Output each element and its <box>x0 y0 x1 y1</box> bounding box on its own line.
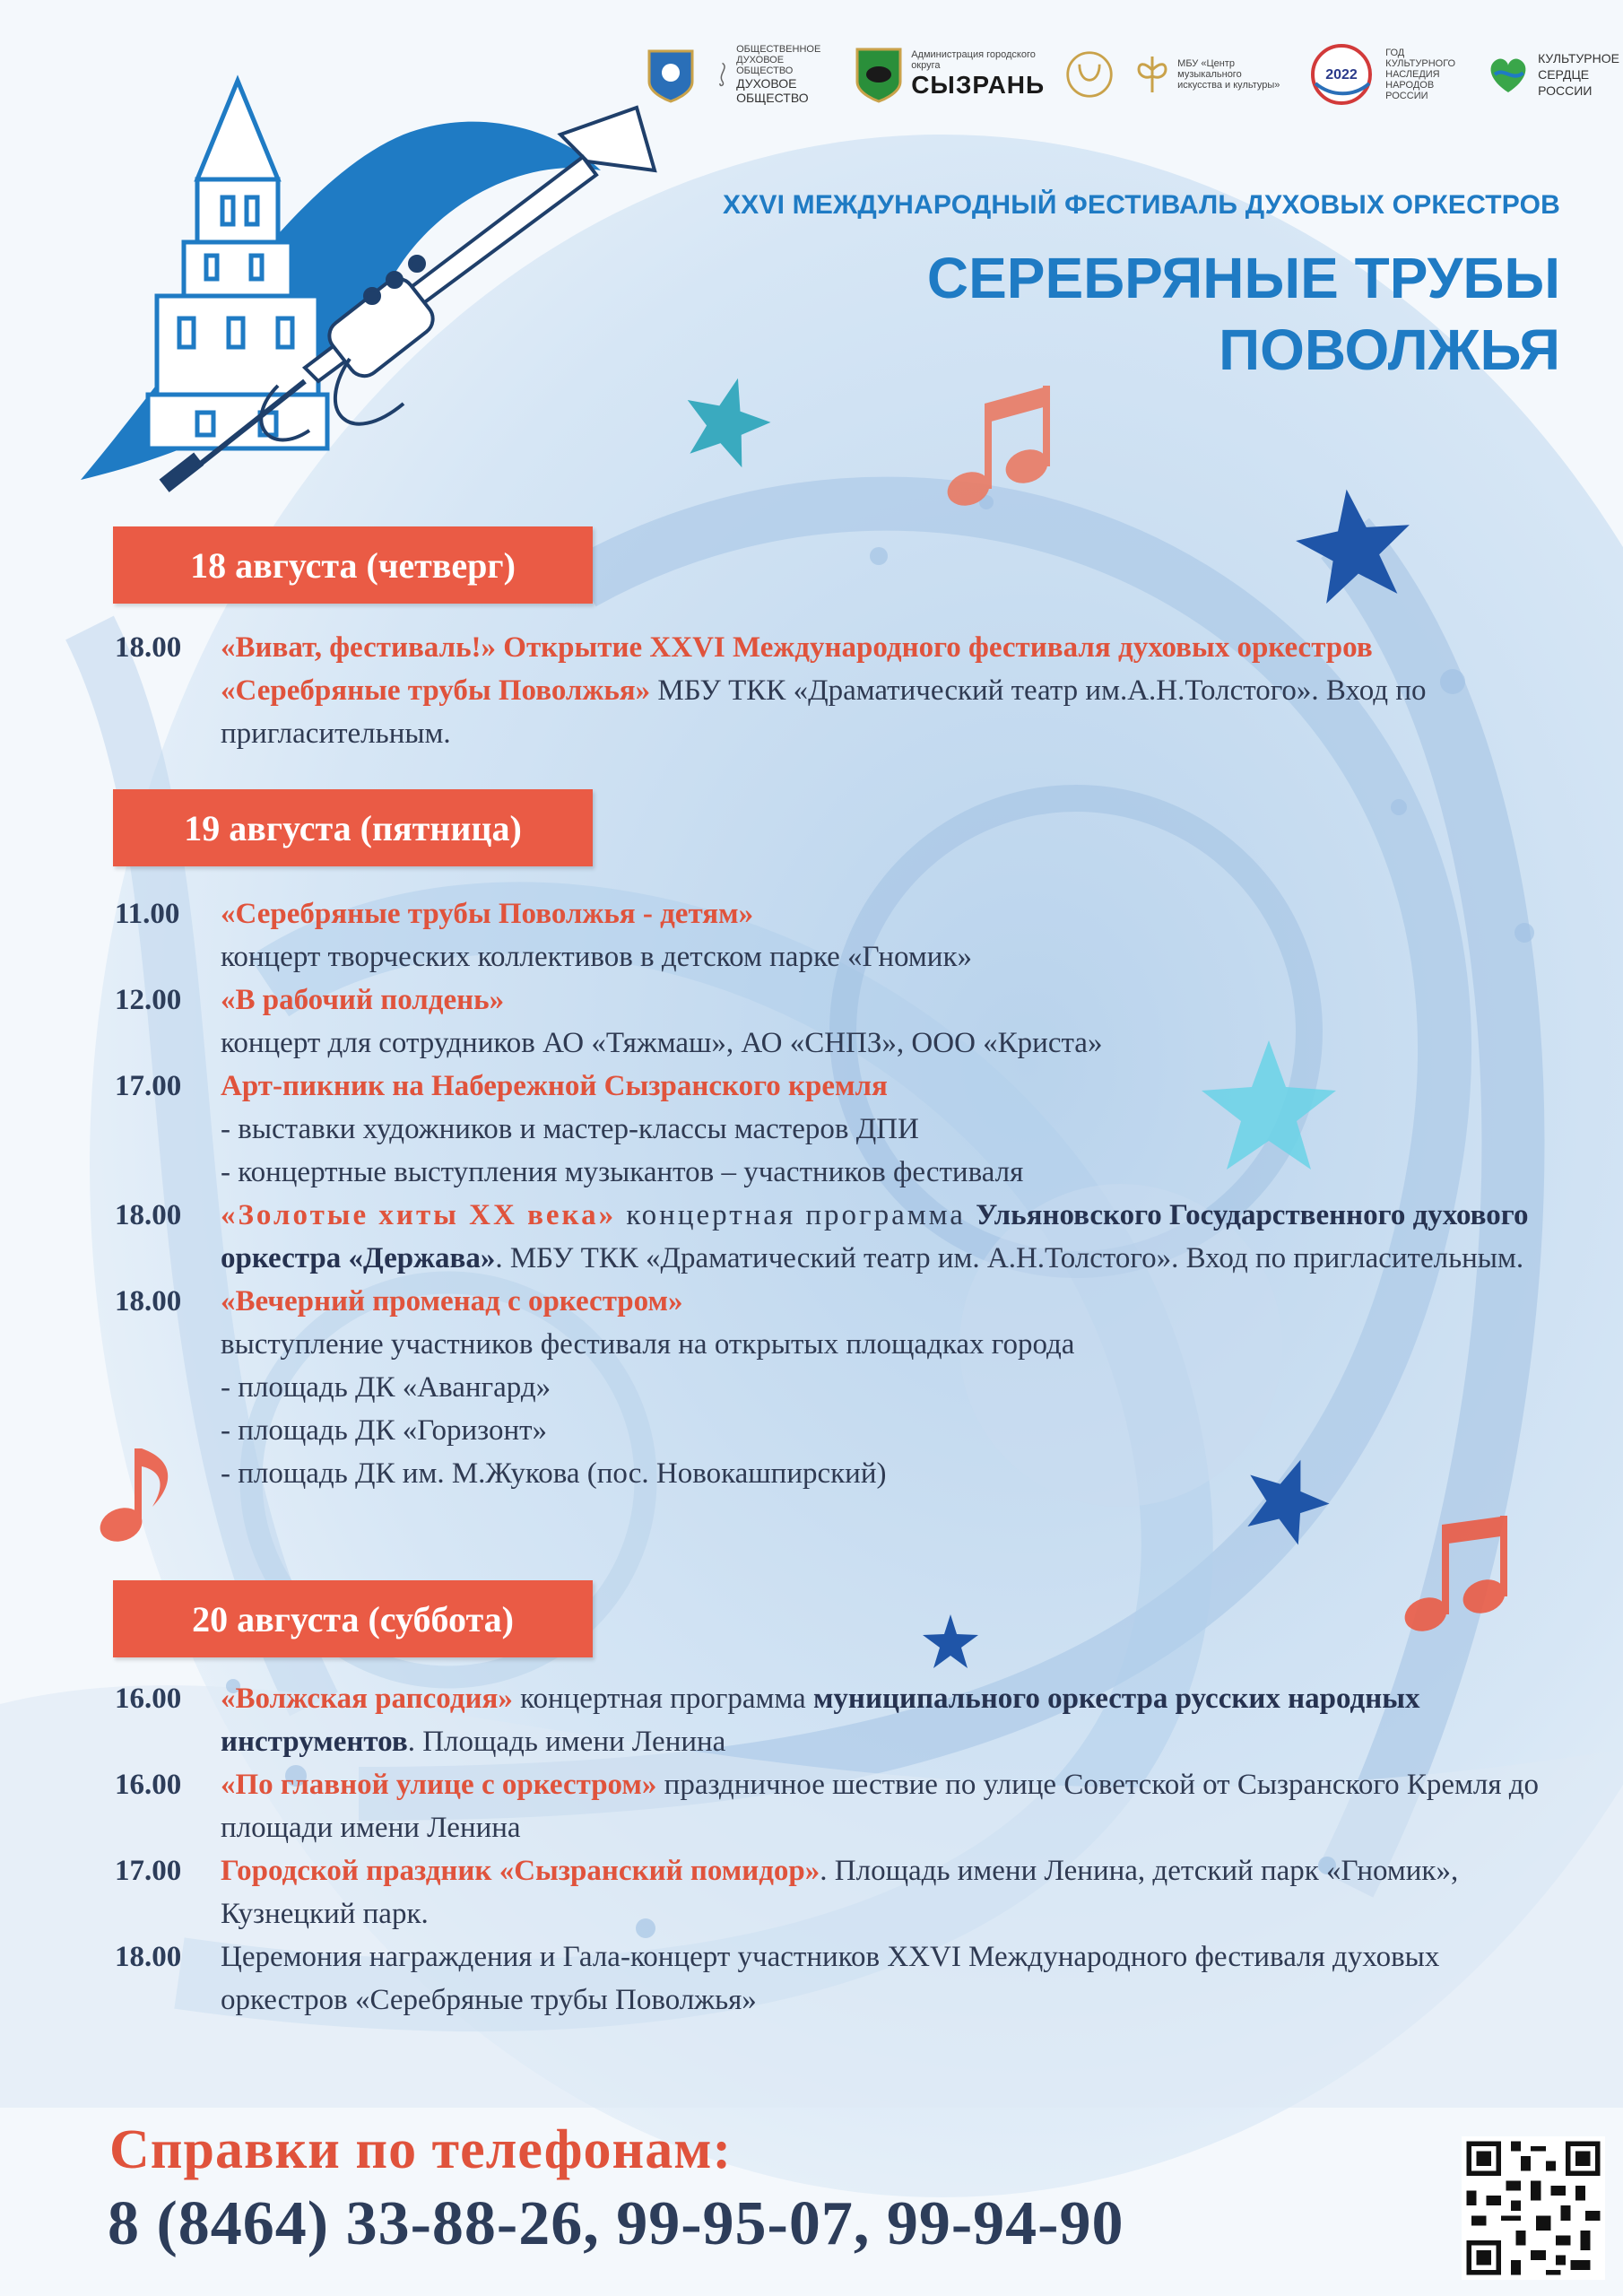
event-description: концерт для сотрудников АО «Тяжмаш», АО «СНПЗ», ООО «Криста» <box>221 1027 1103 1059</box>
festival-emblem <box>63 72 681 493</box>
event-title: «Виват, фестиваль!» Открытие XXVI Международного фестиваля духовых оркестров «Серебряные трубы Поволжья» <box>221 631 1373 707</box>
logo-year-2022-text: ГОД КУЛЬТУРНОГО НАСЛЕДИЯ НАРОДОВ РОССИИ <box>1385 48 1456 101</box>
festival-title-line2: ПОВОЛЖЬЯ <box>1219 317 1560 382</box>
butterfly-icon <box>1134 48 1170 101</box>
logo-centre-name: МБУ «Центр музыкального искусства и культуры» <box>1177 58 1280 91</box>
qr-code-icon[interactable] <box>1462 2136 1605 2280</box>
event-row <box>115 1935 1541 2022</box>
event-subitem: - площадь ДК «Горизонт» <box>221 1414 548 1447</box>
event-venue: . Площадь имени Ленина <box>407 1726 726 1758</box>
day-banner-19: 19 августа (пятница) <box>113 789 593 866</box>
event-row <box>115 1763 1541 1849</box>
year-2022-number: 2022 <box>1325 67 1358 83</box>
event-body <box>221 626 1541 755</box>
event-title: «Золотые хиты XX века» <box>221 1199 617 1231</box>
day-banner-20: 20 августа (суббота) <box>113 1580 593 1657</box>
logo-heart-line1: КУЛЬТУРНОЕ <box>1538 51 1619 65</box>
event-time: 18.00 <box>115 1941 182 1973</box>
schedule-day-20 <box>115 1677 1541 2022</box>
event-body <box>221 1677 1541 1763</box>
event-row <box>115 978 1541 1065</box>
syzran-arms-icon <box>854 46 904 103</box>
event-time: 17.00 <box>115 1855 182 1887</box>
event-title: Арт-пикник на Набережной Сызранского кремля <box>221 1070 888 1102</box>
event-body <box>221 1065 1541 1194</box>
event-body <box>221 1763 1541 1849</box>
event-description: концерт творческих коллективов в детском парке «Гномик» <box>221 941 972 973</box>
event-body <box>221 1280 1541 1495</box>
event-description: Церемония награждения и Гала-концерт участников XXVI Международного фестиваля духовых оркестров «Серебряные трубы Поволжья» <box>221 1941 1440 2016</box>
event-organizer: Ульяновского Государственного духового оркестра «Держава» <box>221 1199 1529 1274</box>
event-title: «В рабочий полдень» <box>221 984 505 1016</box>
event-row <box>115 1065 1541 1194</box>
logo-duhovoe-obshchestvo <box>716 44 834 105</box>
event-description: праздничное шествие по улице Советской от Сызранского Кремля до площади имени Ленина <box>221 1769 1540 1844</box>
event-time: 11.00 <box>115 898 180 930</box>
festival-subtitle: XXVI МЕЖДУНАРОДНЫЙ ФЕСТИВАЛЬ ДУХОВЫХ ОРКЕСТРОВ <box>722 190 1560 220</box>
contact-label: Справки по телефонам: <box>109 2119 733 2180</box>
day-banner-18: 18 августа (четверг) <box>113 526 593 604</box>
lyre-logo-icon <box>1064 46 1115 103</box>
event-title: «Волжская рапсодия» <box>221 1683 513 1715</box>
schedule-day-19 <box>115 892 1541 1495</box>
logo-duhovoe-small: ОБЩЕСТВЕННОЕ ДУХОВОЕ ОБЩЕСТВО <box>736 44 821 76</box>
event-time: 17.00 <box>115 1070 182 1102</box>
event-time: 18.00 <box>115 1199 182 1231</box>
event-body <box>221 1849 1541 1935</box>
event-row <box>115 1194 1541 1280</box>
event-description: концертная программа <box>512 1683 813 1715</box>
event-row <box>115 626 1541 755</box>
coat-of-arms-icon <box>646 46 696 103</box>
event-subitem: - площадь ДК «Авангард» <box>221 1371 551 1404</box>
logo-centre <box>1134 48 1285 101</box>
logo-cultural-heart <box>1486 48 1623 101</box>
event-body <box>221 1935 1541 2022</box>
logo-syzran <box>854 46 1045 103</box>
event-row <box>115 1677 1541 1763</box>
logo-heart-line2: СЕРДЦЕ РОССИИ <box>1538 67 1593 98</box>
schedule-day-18 <box>115 626 1541 755</box>
event-subitem: - площадь ДК им. М.Жукова (пос. Новокашпирский) <box>221 1457 887 1490</box>
event-time: 16.00 <box>115 1683 182 1715</box>
event-row <box>115 1280 1541 1495</box>
festival-title <box>735 242 1560 386</box>
event-body <box>221 978 1541 1065</box>
event-row <box>115 892 1541 978</box>
heart-logo-icon <box>1486 48 1531 101</box>
contact-phones: 8 (8464) 33-88-26, 99-95-07, 99-94-90 <box>108 2189 1124 2258</box>
event-row <box>115 1849 1541 1935</box>
event-subitem: - выставки художников и мастер-классы мастеров ДПИ <box>221 1113 919 1145</box>
event-time: 18.00 <box>115 631 182 664</box>
event-body <box>221 892 1541 978</box>
event-subitem: - концертные выступления музыкантов – участников фестиваля <box>221 1156 1024 1188</box>
event-description: МБУ ТКК «Драматический театр им.А.Н.Толстого». Вход по пригласительным. <box>221 674 1427 750</box>
event-description: выступление участников фестиваля на открытых площадках города <box>221 1328 1075 1361</box>
event-organizer: муниципального оркестра русских народных инструментов <box>221 1683 1420 1758</box>
partner-logos <box>646 34 1619 115</box>
event-body <box>221 1194 1541 1280</box>
logo-duhovoe-name: ДУХОВОЕ ОБЩЕСТВО <box>736 76 809 105</box>
event-title: «Вечерний променад с оркестром» <box>221 1285 683 1318</box>
year-2022-badge <box>1305 43 1378 106</box>
event-title: «По главной улице с оркестром» <box>221 1769 657 1801</box>
event-venue: . МБУ ТКК «Драматический театр им. А.Н.Толстого». Вход по пригласительным. <box>495 1242 1524 1274</box>
event-title: «Серебряные трубы Поволжья - детям» <box>221 898 754 930</box>
event-description: концертная программа <box>616 1199 976 1231</box>
logo-syzran-name: СЫЗРАНЬ <box>911 71 1046 99</box>
event-time: 12.00 <box>115 984 182 1016</box>
logo-syzran-sub: Администрация городского округа <box>911 49 1036 71</box>
event-time: 18.00 <box>115 1285 182 1318</box>
event-description: . Площадь имени Ленина, детский парк «Гномик», Кузнецкий парк. <box>221 1855 1459 1930</box>
treble-clef-icon <box>716 48 729 101</box>
event-title: Городской праздник «Сызранский помидор» <box>221 1855 820 1887</box>
logo-year-2022 <box>1305 43 1466 106</box>
event-time: 16.00 <box>115 1769 182 1801</box>
festival-title-line1: СЕРЕБРЯНЫЕ ТРУБЫ <box>926 246 1560 310</box>
